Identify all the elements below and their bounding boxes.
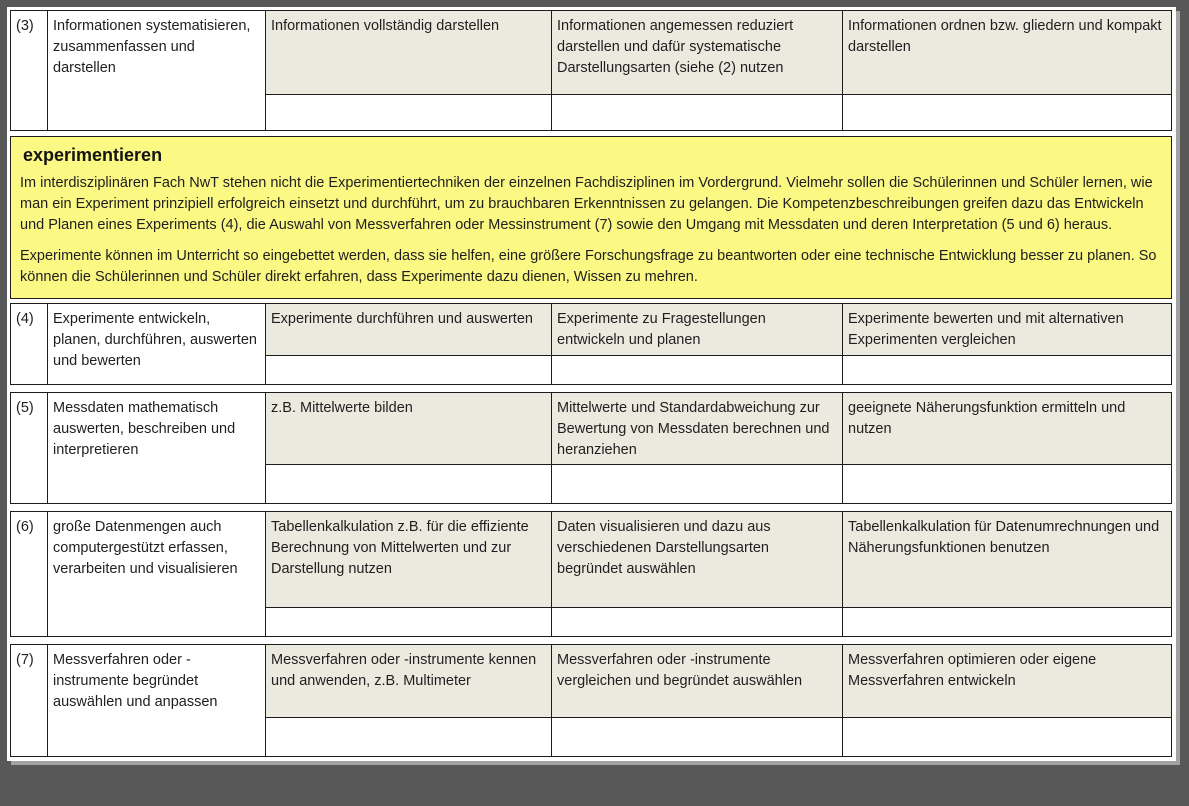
level-1-cell: Informationen vollständig darstellen: [266, 11, 552, 95]
level-1-cell: z.B. Mittelwerte bilden: [266, 393, 552, 466]
empty-cell: [843, 608, 1171, 636]
empty-cell: [843, 465, 1171, 503]
level-2-cell: Daten visualisieren und dazu aus verschiedenen Darstellungsarten begründet auswählen: [552, 512, 843, 608]
level-2-cell: Informationen angemessen reduziert darstellen und dafür systematische Darstellungsarten (siehe (2) nutzen: [552, 11, 843, 95]
competency-cell: große Datenmengen auch computergestützt erfassen, verarbeiten und visualisieren: [48, 512, 266, 636]
competency-cell: Messverfahren oder -instrumente begründet auswählen und anpassen: [48, 645, 266, 756]
row-number-cell: (3): [11, 11, 48, 130]
section-experimentieren: [10, 136, 1172, 299]
empty-cell: [266, 608, 552, 636]
section-paragraph-2: Experimente können im Unterricht so eingebettet werden, dass sie helfen, eine größere Forschungsfrage zu beantworten oder eine technische Entwicklung besser zu planen. So können die Schülerinnen und Schüler direkt erfahren, dass Experimente dazu dienen, Wissen zu mehren.: [20, 248, 1157, 286]
empty-cell: [843, 356, 1171, 384]
row-number-cell: (6): [11, 512, 48, 636]
competency-row-4: [10, 303, 1172, 385]
competency-row-7: [10, 644, 1172, 757]
empty-cell: [266, 718, 552, 756]
competency-row-6: [10, 511, 1172, 637]
section-paragraph-1: Im interdisziplinären Fach NwT stehen nicht die Experimentiertechniken der einzelnen Fachdisziplinen im Vordergrund. Vielmehr sollen die Schülerinnen und Schüler lernen, wie man ein Experiment prinzipiell erfolgreich einsetzt und durchführt, um zu brauchbaren Erkenntnissen zu gelangen. Die Kompetenzbeschreibungen greifen dazu das Entwickeln und Planen eines Experiments (4), die Auswahl von Messverfahren oder Messinstrument (7) sowie den Umgang mit Messdaten und deren Interpretation (5 und 6) heraus.: [20, 175, 1153, 234]
level-3-cell: Experimente bewerten und mit alternativen Experimenten vergleichen: [843, 304, 1171, 356]
row-number-cell: (7): [11, 645, 48, 756]
empty-cell: [552, 95, 843, 130]
empty-cell: [266, 356, 552, 384]
competency-row-3: [10, 10, 1172, 131]
empty-cell: [843, 95, 1171, 130]
level-1-cell: Messverfahren oder -instrumente kennen und anwenden, z.B. Multimeter: [266, 645, 552, 718]
document-page: [7, 7, 1176, 761]
level-3-cell: Informationen ordnen bzw. gliedern und kompakt darstellen: [843, 11, 1171, 95]
level-2-cell: Experimente zu Fragestellungen entwickeln und planen: [552, 304, 843, 356]
row-number-cell: (4): [11, 304, 48, 384]
level-2-cell: Mittelwerte und Standardabweichung zur Bewertung von Messdaten berechnen und heranziehen: [552, 393, 843, 466]
empty-cell: [266, 465, 552, 503]
row-number-cell: (5): [11, 393, 48, 504]
level-3-cell: geeignete Näherungsfunktion ermitteln und nutzen: [843, 393, 1171, 466]
level-1-cell: Tabellenkalkulation z.B. für die effiziente Berechnung von Mittelwerten und zur Darstellung nutzen: [266, 512, 552, 608]
competency-row-5: [10, 392, 1172, 505]
empty-cell: [552, 465, 843, 503]
level-1-cell: Experimente durchführen und auswerten: [266, 304, 552, 356]
section-title: experimentieren: [23, 145, 163, 165]
empty-cell: [552, 608, 843, 636]
empty-cell: [843, 718, 1171, 756]
level-3-cell: Tabellenkalkulation für Datenumrechnungen und Näherungsfunktionen benutzen: [843, 512, 1171, 608]
empty-cell: [552, 356, 843, 384]
level-3-cell: Messverfahren optimieren oder eigene Messverfahren entwickeln: [843, 645, 1171, 718]
competency-cell: Experimente entwickeln, planen, durchführen, auswerten und bewerten: [48, 304, 266, 384]
empty-cell: [266, 95, 552, 130]
empty-cell: [552, 718, 843, 756]
competency-cell: Messdaten mathematisch auswerten, beschreiben und interpretieren: [48, 393, 266, 504]
competency-cell: Informationen systematisieren, zusammenfassen und darstellen: [48, 11, 266, 130]
level-2-cell: Messverfahren oder -instrumente vergleichen und begründet auswählen: [552, 645, 843, 718]
